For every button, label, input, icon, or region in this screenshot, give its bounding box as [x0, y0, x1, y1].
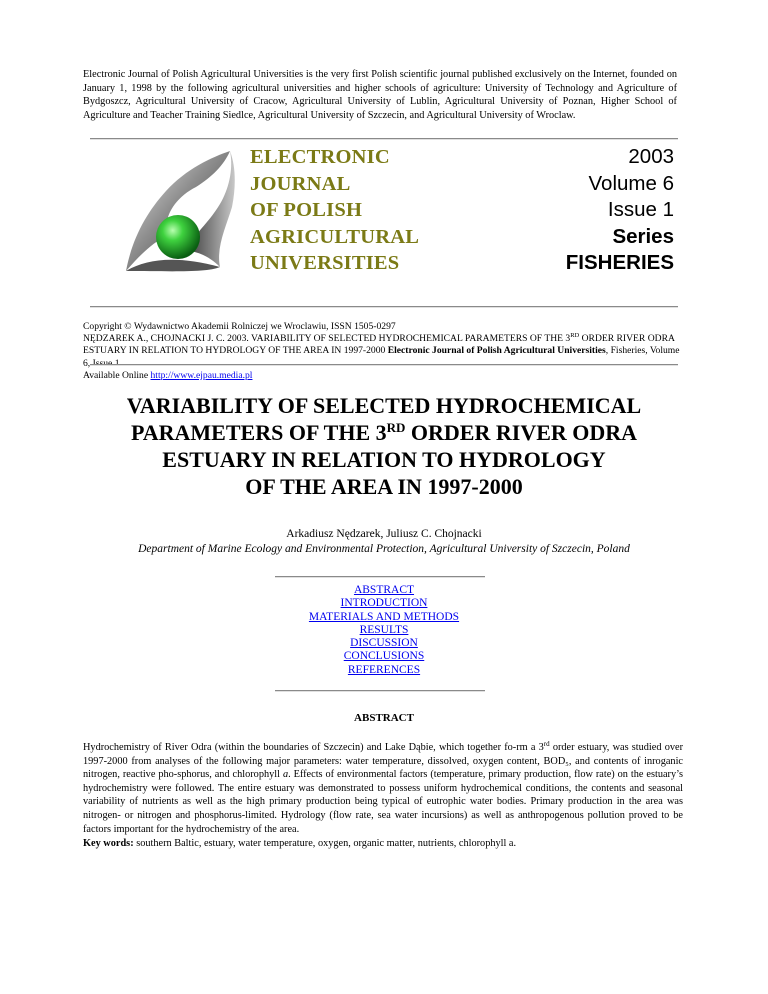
- authors: Arkadiusz Nędzarek, Juliusz C. Chojnacki: [286, 528, 482, 540]
- journal-title-line: ELECTRONIC: [250, 146, 390, 168]
- title-line: ESTUARY IN RELATION TO HYDROLOGY: [162, 447, 606, 472]
- copyright-bottom-rule: [90, 364, 678, 366]
- toc-link-discussion[interactable]: DISCUSSION: [350, 637, 418, 650]
- copyright-line: Copyright © Wydawnictwo Akademii Rolniczej we Wroclawiu, ISSN 1505-0297: [83, 321, 396, 332]
- citation-text: , Fisheries, Volume 6, Issue 1.: [83, 345, 680, 369]
- abstract-italic: a: [282, 769, 289, 781]
- toc-link-conclusions[interactable]: CONCLUSIONS: [343, 650, 425, 663]
- title-text: ORDER RIVER ODRA: [405, 420, 638, 445]
- table-of-contents: [284, 584, 484, 677]
- keywords: [83, 837, 683, 851]
- toc-link-materials-and-methods[interactable]: MATERIALS AND METHODS: [308, 610, 460, 623]
- citation-text: NĘDZAREK A., CHOJNACKI J. C. 2003. VARIABILITY OF SELECTED HYDROCHEMICAL PARAMETERS OF THE 3: [83, 333, 571, 345]
- copyright-block: [83, 321, 683, 382]
- title-text: PARAMETERS OF THE 3: [130, 420, 387, 445]
- header-bottom-rule: [90, 306, 678, 308]
- citation-journal: Electronic Journal of Polish Agricultural Universities: [387, 345, 606, 357]
- title-line: VARIABILITY OF SELECTED HYDROCHEMICAL: [126, 393, 642, 418]
- journal-title: [250, 144, 460, 277]
- issue-volume: Volume 6: [588, 171, 674, 195]
- toc-top-rule: [275, 576, 485, 578]
- toc-link-results[interactable]: RESULTS: [359, 623, 409, 636]
- title-line: [84, 419, 684, 446]
- article-title: [84, 392, 684, 500]
- affiliation: Department of Marine Ecology and Environmental Protection, Agricultural University of Szczecin, Poland: [138, 543, 630, 555]
- toc-link-abstract[interactable]: ABSTRACT: [353, 584, 415, 596]
- journal-url-link[interactable]: http://www.ejpau.media.pl: [150, 369, 253, 381]
- abstract-heading: ABSTRACT: [354, 712, 414, 724]
- toc-link-references[interactable]: REFERENCES: [347, 663, 421, 676]
- header-top-rule: [90, 138, 678, 140]
- journal-title-line: JOURNAL: [250, 172, 351, 195]
- journal-logo-icon: [116, 147, 238, 283]
- abstract-segment: Hydrochemistry of River Odra (within the boundaries of Szczecin) and Lake Dąbie, which together fo-rm a 3: [83, 742, 544, 753]
- title-superscript: RD: [386, 420, 406, 435]
- journal-title-line: OF POLISH: [250, 199, 363, 221]
- issue-year: 2003: [628, 145, 674, 168]
- keywords-list: southern Baltic, estuary, water temperature, oxygen, organic matter, nutrients, chlorophyll a.: [133, 838, 517, 849]
- available-online: [83, 370, 683, 382]
- journal-intro-text: Electronic Journal of Polish Agricultural Universities is the very first Polish scientific journal published exclusively on the Internet, founded on January 1, 1998 by the following agricultural universities and higher schools of agriculture: University of Technology and Agriculture of Bydgoszcz, Agricultural University of Cracow, Agricultural University of Lublin, Agricultural University of Poznan, Higher School of Agriculture and Teacher Training Siedlce, Agricultural University of Szczecin, and Agricultural University of Wroclaw.: [83, 69, 677, 121]
- issue-info: [504, 144, 674, 277]
- citation-superscript: RD: [570, 332, 580, 340]
- toc-link-introduction[interactable]: INTRODUCTION: [340, 597, 428, 610]
- title-line: OF THE AREA IN 1997-2000: [245, 474, 523, 499]
- citation-text: ORDER RIVER ODRA ESTUARY IN RELATION TO HYDROLOGY OF THE AREA IN 1997-2000: [83, 333, 675, 357]
- keywords-label: Key words:: [83, 838, 134, 849]
- journal-title-line: UNIVERSITIES: [250, 252, 400, 274]
- series-name: FISHERIES: [565, 251, 674, 274]
- abstract-text: [83, 741, 683, 836]
- issue-number: Issue 1: [607, 198, 674, 221]
- abstract-segment: order estuary, was studied over 1997-2000 from analyses of the following major parameters: water temperature, dissolved, oxygen content, BOD₅, and contents of inroganic nitrogen, reactive pho-sphorus, and chlorophyll: [83, 742, 683, 781]
- abstract-segment: . Effects of environmental factors (temperature, primary production, flow rate) on the estuary’s hydrochemistry were followed. The entire estuary was demonstrated to possess uniform hydrochemical conditions, the contents and seasonal variability of nutrients as well as the high primary production being typical of eutrophic water bodies. Primary production in the area was nitrogen- or nitrogen and phosphorus-limited. Hydrology (flow rate, sea water incursions) as well as anthropogenous pollution proved to be factors important for the hydrochemistry of the area.: [83, 769, 683, 835]
- series-label: Series: [612, 224, 674, 248]
- journal-title-line: AGRICULTURAL: [250, 225, 420, 248]
- toc-bottom-rule: [275, 690, 485, 692]
- abstract-superscript: rd: [543, 740, 550, 748]
- available-label: Available Online: [83, 369, 151, 381]
